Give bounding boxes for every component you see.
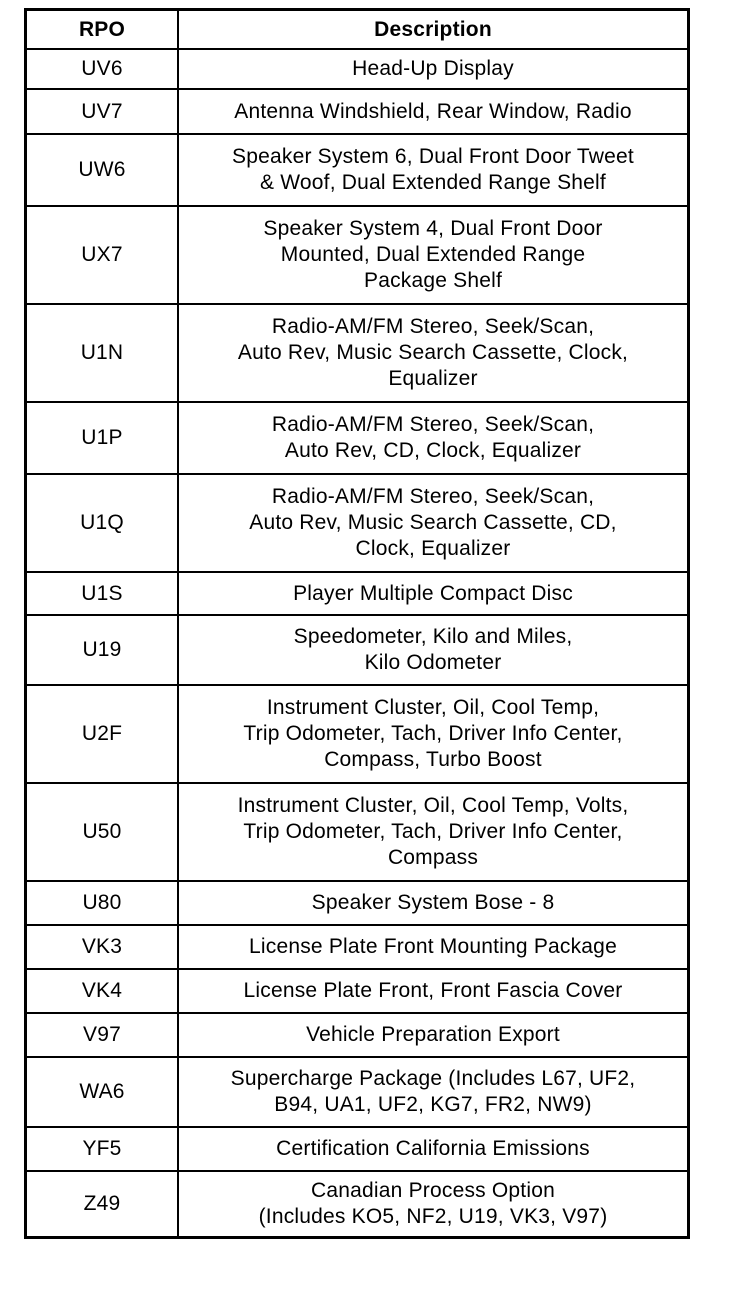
- rpo-table: [24, 8, 690, 1239]
- rpo-code-cell: YF5: [26, 1127, 179, 1171]
- rpo-column-header: RPO: [26, 10, 179, 50]
- table-row: [26, 89, 689, 134]
- table-row: [26, 474, 689, 572]
- rpo-code-cell: U50: [26, 783, 179, 881]
- description-cell: Speaker System 6, Dual Front Door Tweet & Woof, Dual Extended Range Shelf: [178, 134, 689, 206]
- rpo-code-cell: UX7: [26, 206, 179, 304]
- table-row: [26, 206, 689, 304]
- description-cell: Certification California Emissions: [178, 1127, 689, 1171]
- rpo-code-cell: WA6: [26, 1057, 179, 1127]
- rpo-code-cell: U1P: [26, 402, 179, 474]
- table-row: [26, 134, 689, 206]
- rpo-code-cell: U1Q: [26, 474, 179, 572]
- description-cell: Head-Up Display: [178, 49, 689, 89]
- rpo-code-cell: VK4: [26, 969, 179, 1013]
- rpo-code-cell: UW6: [26, 134, 179, 206]
- table-row: [26, 615, 689, 685]
- description-cell: Canadian Process Option (Includes KO5, NF2, U19, VK3, V97): [178, 1171, 689, 1237]
- table-row: [26, 304, 689, 402]
- table-row: [26, 1127, 689, 1171]
- table-header-row: [26, 10, 689, 50]
- rpo-code-cell: VK3: [26, 925, 179, 969]
- description-cell: Player Multiple Compact Disc: [178, 572, 689, 615]
- description-cell: Radio-AM/FM Stereo, Seek/Scan, Auto Rev, Music Search Cassette, Clock, Equalizer: [178, 304, 689, 402]
- description-cell: Speedometer, Kilo and Miles, Kilo Odometer: [178, 615, 689, 685]
- table-row: [26, 1013, 689, 1057]
- table-row: [26, 783, 689, 881]
- rpo-code-cell: Z49: [26, 1171, 179, 1237]
- table-row: [26, 1171, 689, 1237]
- table-row: [26, 49, 689, 89]
- rpo-code-cell: U1N: [26, 304, 179, 402]
- description-cell: Speaker System Bose - 8: [178, 881, 689, 925]
- rpo-code-cell: U80: [26, 881, 179, 925]
- rpo-code-cell: U2F: [26, 685, 179, 783]
- table-row: [26, 572, 689, 615]
- rpo-code-cell: U1S: [26, 572, 179, 615]
- rpo-code-cell: UV6: [26, 49, 179, 89]
- description-cell: Radio-AM/FM Stereo, Seek/Scan, Auto Rev, CD, Clock, Equalizer: [178, 402, 689, 474]
- rpo-code-cell: V97: [26, 1013, 179, 1057]
- table-row: [26, 925, 689, 969]
- description-cell: Instrument Cluster, Oil, Cool Temp, Volts, Trip Odometer, Tach, Driver Info Center, Compass: [178, 783, 689, 881]
- description-cell: Supercharge Package (Includes L67, UF2, B94, UA1, UF2, KG7, FR2, NW9): [178, 1057, 689, 1127]
- table-row: [26, 1057, 689, 1127]
- description-cell: Antenna Windshield, Rear Window, Radio: [178, 89, 689, 134]
- description-cell: Radio-AM/FM Stereo, Seek/Scan, Auto Rev, Music Search Cassette, CD, Clock, Equalizer: [178, 474, 689, 572]
- table-row: [26, 969, 689, 1013]
- description-cell: License Plate Front Mounting Package: [178, 925, 689, 969]
- rpo-code-cell: U19: [26, 615, 179, 685]
- description-cell: Speaker System 4, Dual Front Door Mounted, Dual Extended Range Package Shelf: [178, 206, 689, 304]
- description-column-header: Description: [178, 10, 689, 50]
- table-row: [26, 685, 689, 783]
- table-body: [26, 49, 689, 1237]
- description-cell: License Plate Front, Front Fascia Cover: [178, 969, 689, 1013]
- description-cell: Instrument Cluster, Oil, Cool Temp, Trip Odometer, Tach, Driver Info Center, Compass, Turbo Boost: [178, 685, 689, 783]
- table-row: [26, 402, 689, 474]
- table-row: [26, 881, 689, 925]
- rpo-code-cell: UV7: [26, 89, 179, 134]
- description-cell: Vehicle Preparation Export: [178, 1013, 689, 1057]
